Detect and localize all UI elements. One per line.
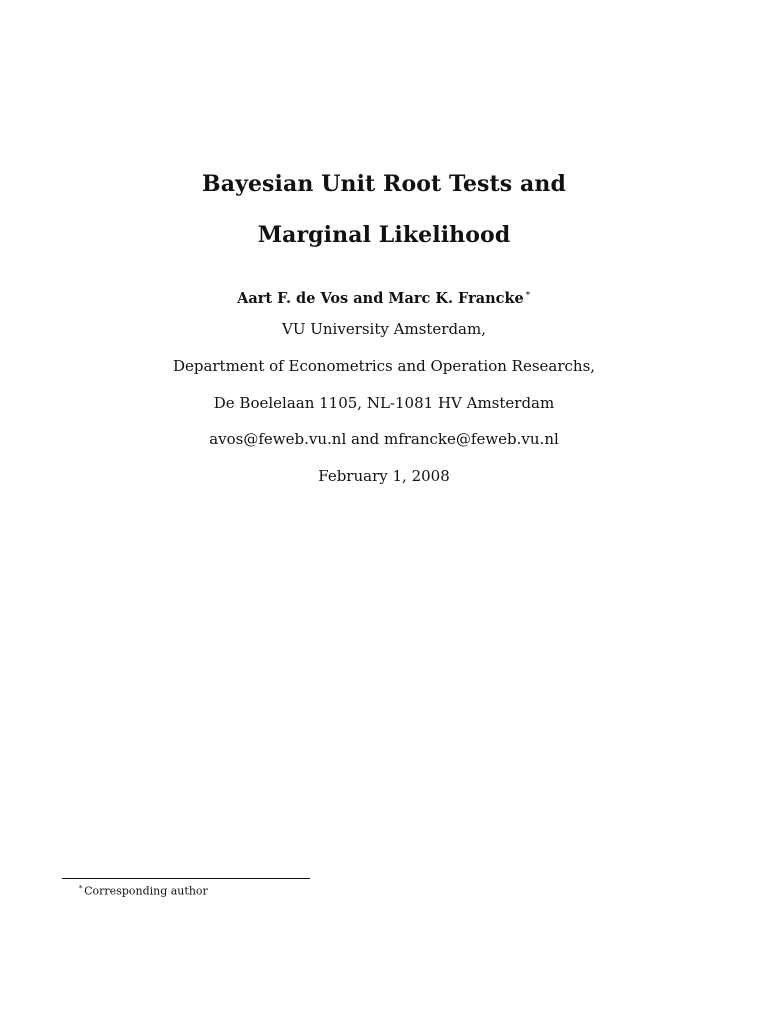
- author-names: [0, 286, 768, 308]
- affiliation-department: Department of Econometrics and Operation Researchs,: [172, 357, 596, 375]
- footnote-divider: [62, 878, 310, 879]
- author-emails: avos@feweb.vu.nl and mfrancke@feweb.vu.nl: [209, 430, 559, 448]
- affiliation-university: VU University Amsterdam,: [282, 320, 486, 338]
- affiliation-address: De Boelelaan 1105, NL-1081 HV Amsterdam: [213, 394, 555, 412]
- footnote: [78, 881, 208, 898]
- footnote-mark: ∗: [78, 882, 84, 891]
- paper-title-line-2: Marginal Likelihood: [257, 222, 511, 248]
- paper-title-line-1: Bayesian Unit Root Tests and: [202, 171, 566, 197]
- corresponding-author-mark: ∗: [524, 289, 531, 299]
- author-names-text: Aart F. de Vos and Marc K. Francke: [237, 289, 524, 307]
- publication-date: February 1, 2008: [318, 467, 450, 485]
- footnote-text: Corresponding author: [84, 884, 208, 898]
